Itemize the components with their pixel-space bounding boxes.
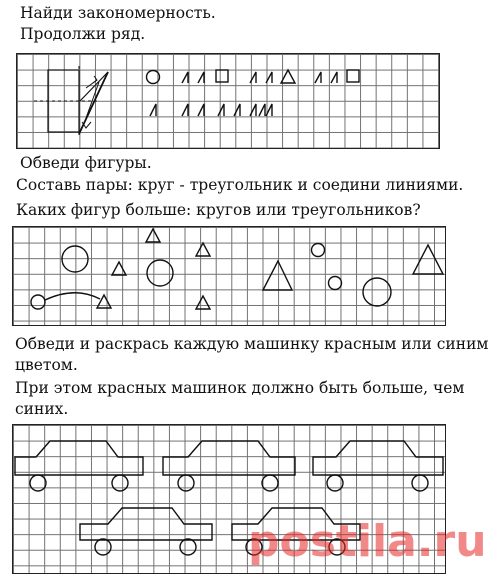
triangle-figure	[97, 295, 111, 308]
pattern-stick-1	[182, 72, 188, 83]
task1-instruction-line2: Продолжи ряд.	[20, 25, 146, 43]
pattern-stick-4	[266, 72, 272, 83]
connecting-line	[45, 293, 100, 300]
circle-figure	[312, 244, 325, 257]
pattern-stick-5	[315, 72, 321, 83]
example-rectangle	[34, 66, 100, 137]
task3-instruction-line3: При этом красных машинок должно быть больше, чем	[15, 379, 465, 397]
circle-figure	[31, 295, 45, 309]
pattern-square	[216, 70, 228, 82]
triangle-figure	[263, 261, 292, 290]
car-outline-4	[80, 508, 212, 555]
task2-instruction-line2: Составь пары: круг - треугольник и соедини линиями.	[16, 176, 464, 194]
pattern-sticks-row2	[150, 104, 272, 116]
car-outline-2	[163, 441, 295, 491]
pattern-square-2	[347, 70, 359, 82]
circle-figure	[62, 246, 88, 272]
task3-instruction-line2: цветом.	[15, 356, 78, 374]
pattern-circle	[147, 71, 160, 84]
triangle-figure	[112, 262, 126, 275]
pattern-stick-2	[198, 72, 204, 83]
example-arrow-strokes	[79, 72, 108, 134]
car-outline-3	[313, 441, 443, 491]
triangle-figure	[196, 296, 210, 309]
watermark-logo: postila.ru	[248, 516, 487, 567]
task3-instruction-line4: синих.	[15, 400, 69, 418]
triangle-figure	[146, 229, 160, 242]
task2-instruction-line1: Обведи фигуры.	[20, 154, 152, 172]
pattern-stick-3	[250, 72, 256, 83]
car-outline-1	[15, 441, 143, 491]
task3-instruction-line1: Обведи и раскрась каждую машинку красным или синим	[15, 335, 488, 353]
circle-figure	[363, 278, 391, 306]
triangle-figure	[196, 243, 210, 256]
task2-instruction-line3: Каких фигур больше: кругов или треугольников?	[16, 201, 421, 219]
pattern-triangle	[281, 70, 295, 83]
circle-figure	[329, 277, 342, 290]
task1-instruction-line1: Найди закономерность.	[20, 4, 216, 22]
pattern-stick-6	[331, 72, 337, 83]
circle-figure	[147, 260, 173, 286]
triangle-figure	[413, 245, 443, 274]
